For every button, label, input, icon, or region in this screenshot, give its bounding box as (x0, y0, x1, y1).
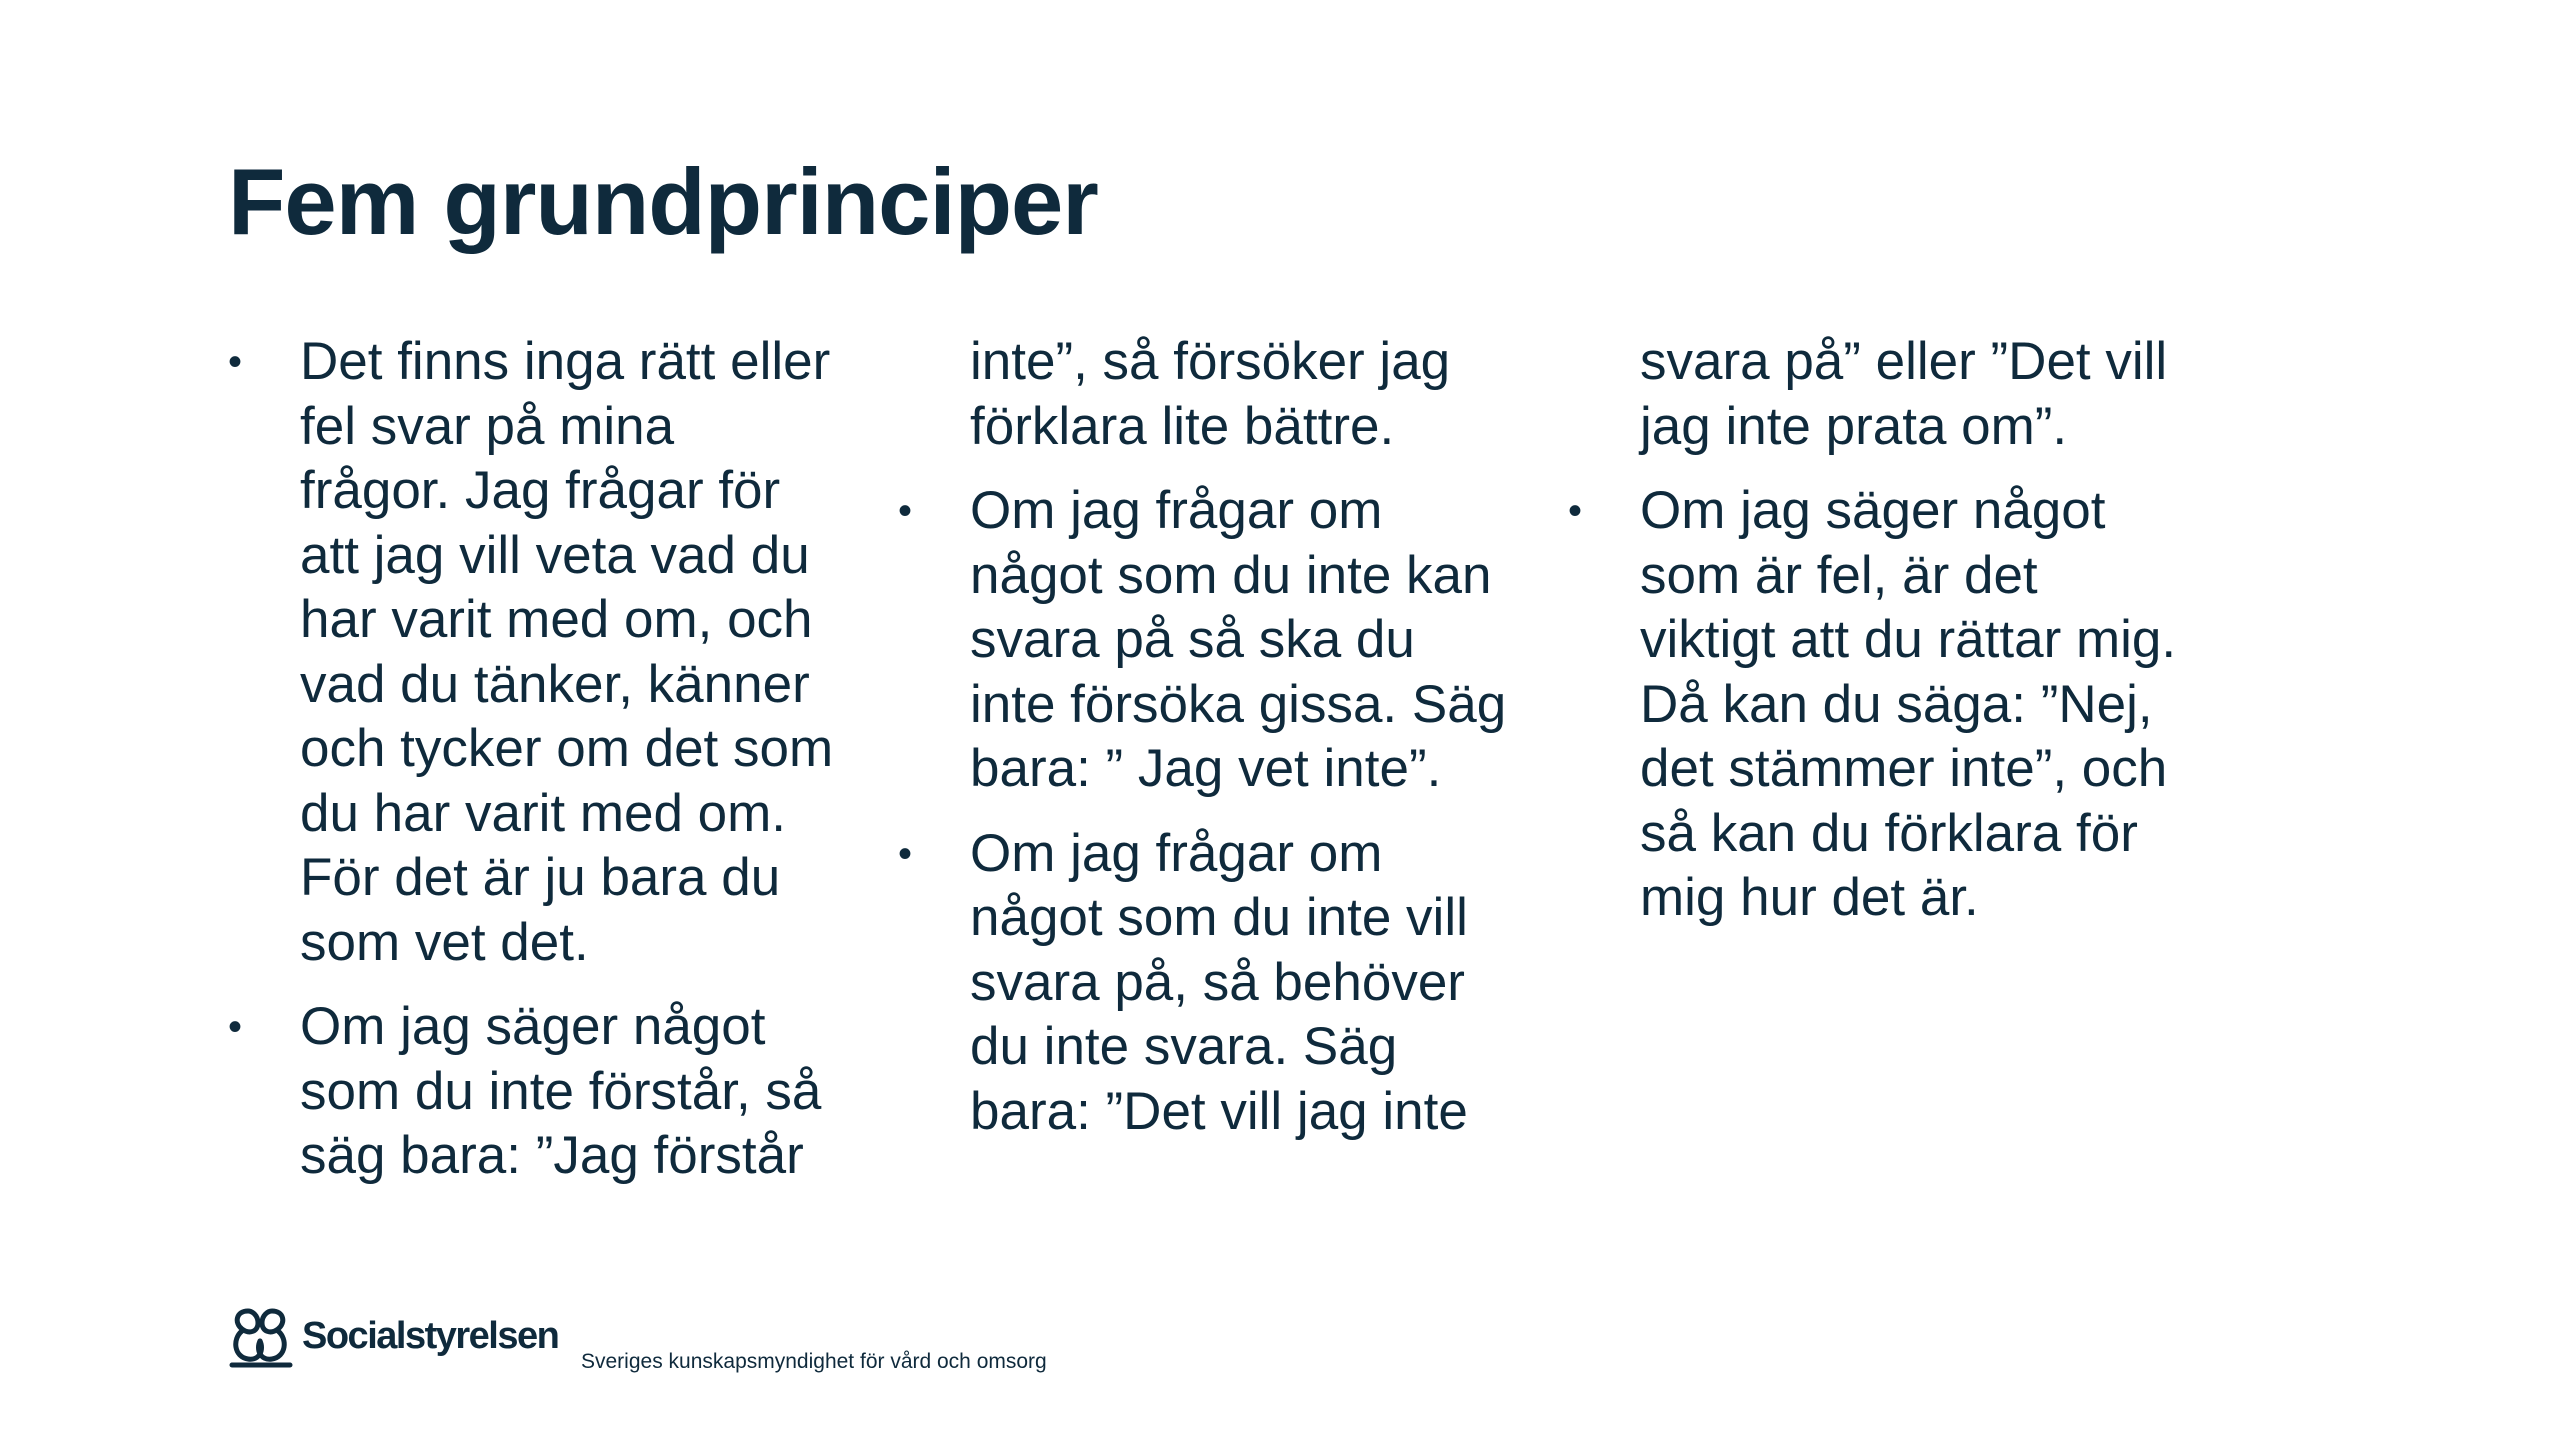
bullet-item-1 (228, 330, 838, 975)
bullet-icon: • (898, 489, 913, 533)
bullet-text: Om jag säger något som är fel, är det viktigt att du rättar mig. Då kan du säga: ”Nej, det stämmer inte”, och så kan du förklara för mig hur det är. (1640, 481, 2177, 927)
slide-footer (228, 1305, 1228, 1375)
socialstyrelsen-logo (228, 1305, 559, 1371)
bullet-list (228, 330, 2178, 1210)
bullet-text: Det finns inga rätt eller fel svar på mina frågor. Jag frågar för att jag vill veta vad du har varit med om, och vad du tänker, känner och tycker om det som du har varit med om. För det är ju bara du som vet det. (300, 332, 834, 972)
slide-body (228, 330, 2178, 1210)
bullet-icon: • (1568, 489, 1583, 533)
footer-tagline: Sveriges kunskapsmyndighet för vård och omsorg (581, 1350, 1047, 1373)
bullet-icon: • (228, 1005, 243, 1049)
slide-title: Fem grundprinciper (228, 149, 1098, 254)
bullet-text: Om jag frågar om något som du inte vill svara på, så behöver du inte svara. Säg bara: ”Det vill jag inte svara på” eller ”Det vill jag inte prata om”. (970, 332, 2168, 1141)
bullet-item-5 (1568, 479, 2178, 931)
bullet-text: Om jag säger något som du inte förstår, så säg bara: ”Jag förstår inte”, så försöker jag förklara lite bättre. (300, 332, 1451, 1185)
logo-wordmark: Socialstyrelsen (302, 1315, 559, 1357)
bullet-text: Om jag frågar om något som du inte kan svara på så ska du inte försöka gissa. Säg bara: ” Jag vet inte”. (970, 481, 1507, 798)
bullet-icon: • (898, 831, 913, 876)
socialstyrelsen-emblem-icon (228, 1305, 294, 1371)
bullet-item-3 (898, 479, 1508, 802)
bullet-icon: • (228, 340, 243, 384)
